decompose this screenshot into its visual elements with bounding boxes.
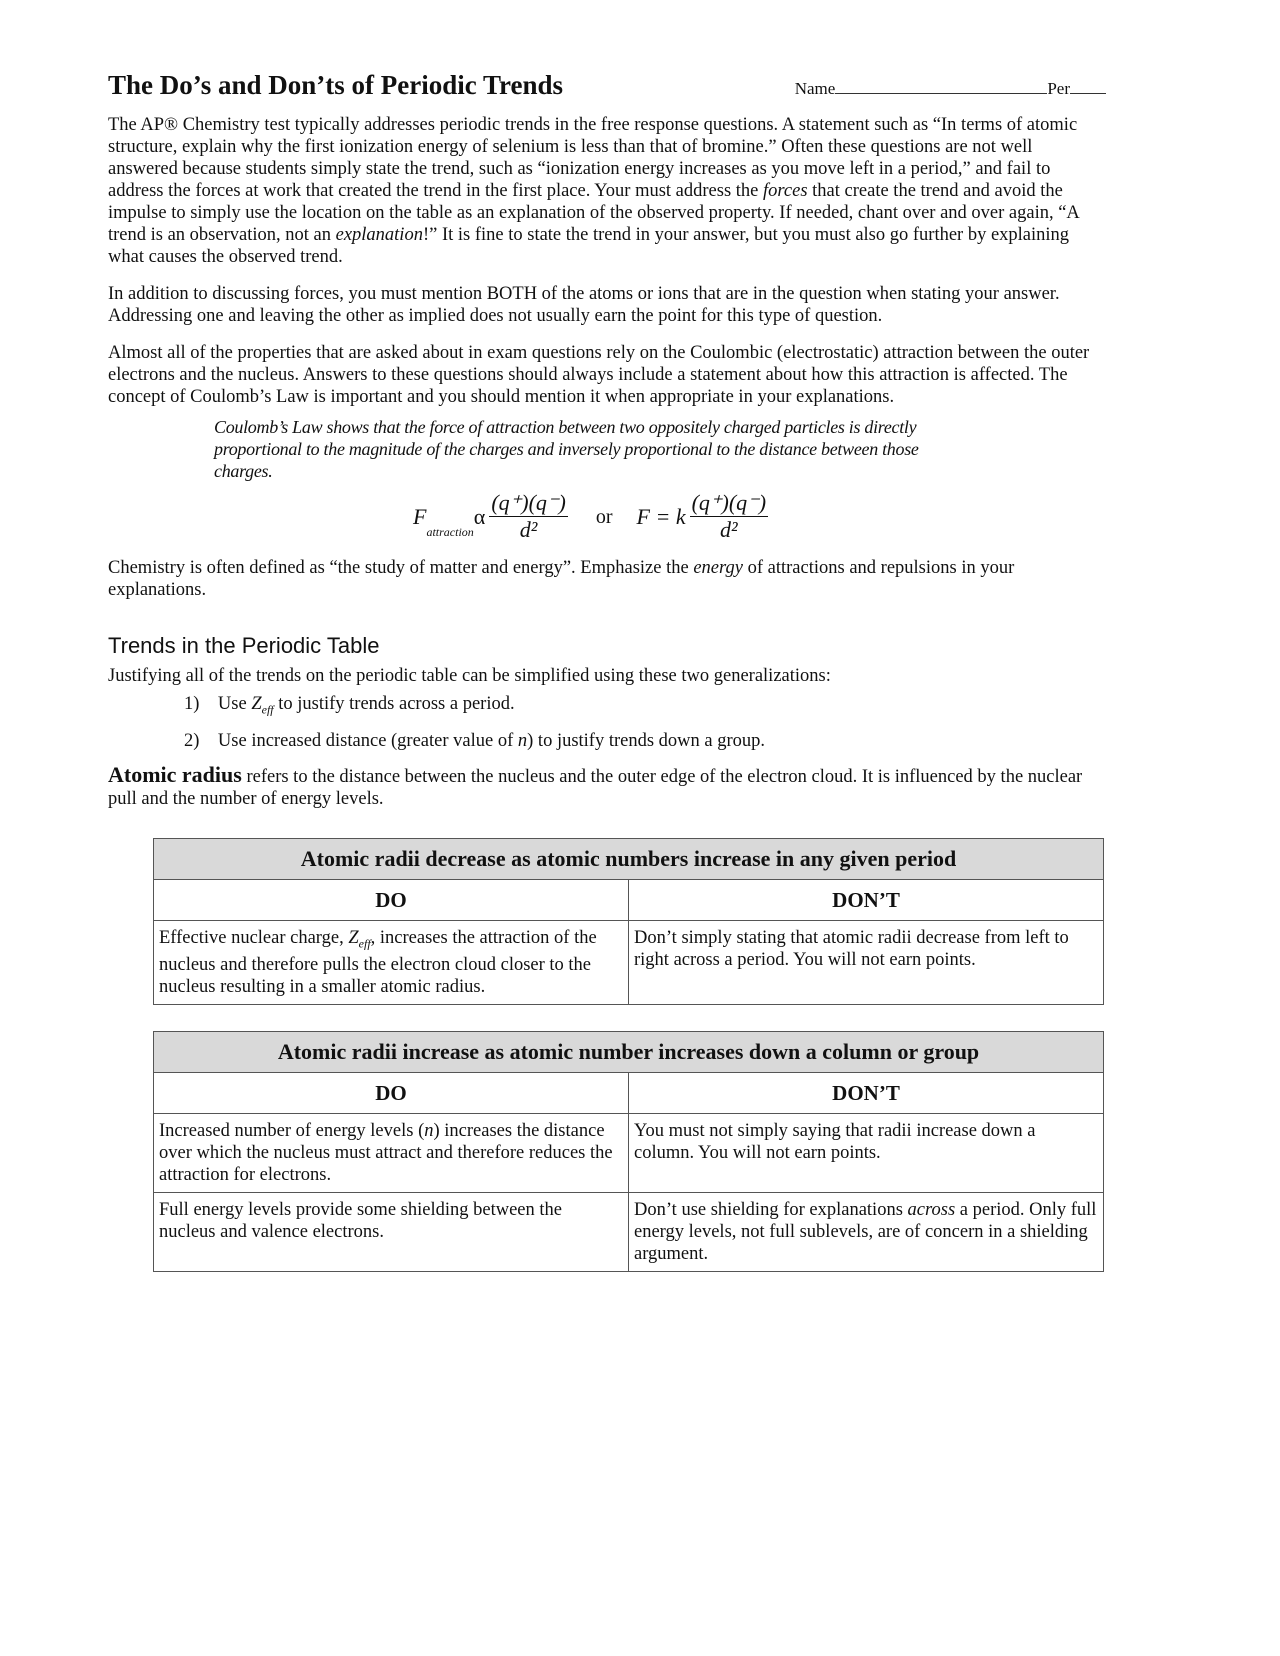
dos-donts-table-group xyxy=(153,1031,1104,1272)
table-row xyxy=(154,920,1104,1005)
intro-paragraph-2: In addition to discussing forces, you must mention BOTH of the atoms or ions that are in the question when stating your answer. Addressing one and leaving the other as implied does not usually earn the point for this type of question. xyxy=(108,284,1060,326)
coulomb-quote: Coulomb’s Law shows that the force of attraction between two oppositely charged particles is directly proportional to the magnitude of the charges and inversely proportional to the distance between those charges. xyxy=(214,417,919,481)
denominator: d² xyxy=(519,517,538,542)
list-item xyxy=(178,730,1106,752)
text: The AP® Chemistry test typically addresses periodic trends in the free response questions. A statement such as “In terms of atomic structure, explain why the first ionization energy of selenium is less than that of bromine.” Often these questions are not well answered because students simply state the trend, such as “ionization energy increases as you move left in a period,” and fail to address the forces at work that created the trend in the first place. Your must address the xyxy=(108,115,1078,201)
per-label: Per xyxy=(1047,79,1070,98)
do-header: DO xyxy=(154,879,629,920)
list-number: 1) xyxy=(184,694,200,714)
do-cell xyxy=(154,1193,629,1272)
table-row xyxy=(154,1193,1104,1272)
text: Don’t simply stating that atomic radii decrease from left to right across a period. You will not earn points. xyxy=(634,927,1069,970)
formula-alpha: α xyxy=(473,503,486,529)
dont-header: DON’T xyxy=(629,1073,1104,1114)
table-title: Atomic radii increase as atomic number increases down a column or group xyxy=(154,1032,1104,1073)
emphasis: forces xyxy=(763,181,808,201)
text: ) to justify trends down a group. xyxy=(527,730,766,751)
emphasis: explanation xyxy=(335,225,423,245)
text: ) increases the distance over which the nucleus must attract and therefore reduces the attraction for electrons. xyxy=(159,1121,613,1186)
zeff: $Z_{eff}$ xyxy=(251,694,274,717)
text: Use xyxy=(217,694,252,714)
coulomb-formula xyxy=(413,490,1106,543)
text: of attractions and repulsions in your explanations. xyxy=(108,558,1015,600)
text: refers to the distance between the nucleus and the outer edge of the electron cloud. It is influenced by the nuclear pull and the number of energy levels. xyxy=(108,766,1083,809)
emphasis: across xyxy=(907,1200,956,1221)
numerator: (q⁺)(q⁻) xyxy=(491,490,566,515)
do-cell xyxy=(154,920,629,1005)
intro-paragraph-1 xyxy=(108,114,1106,268)
dont-cell xyxy=(629,1193,1104,1272)
n-symbol: n xyxy=(517,730,528,751)
n-symbol: n xyxy=(424,1121,434,1142)
text: Full energy levels provide some shielding between the nucleus and valence electrons. xyxy=(159,1200,562,1243)
denominator: d² xyxy=(720,517,738,542)
table-row xyxy=(154,1114,1104,1193)
text: to justify trends across a period. xyxy=(273,694,515,714)
name-blank[interactable] xyxy=(835,79,1047,94)
fraction xyxy=(489,490,568,543)
intro-paragraph-4 xyxy=(108,557,1106,601)
do-header: DO xyxy=(154,1073,629,1114)
dont-cell xyxy=(629,920,1104,1005)
dont-header: DON’T xyxy=(629,879,1104,920)
text: !” It is fine to state the trend in your answer, but you must also go further by explaining what causes the observed trend. xyxy=(108,225,1070,267)
dos-donts-table-period xyxy=(153,838,1104,1006)
text: Effective nuclear charge, xyxy=(159,927,349,948)
formula-subscript: attraction xyxy=(426,525,474,539)
name-per-field xyxy=(795,78,1106,100)
text: Chemistry is often defined as “the study of matter and energy”. Emphasize the xyxy=(108,558,694,578)
atomic-radius-paragraph xyxy=(108,761,1106,810)
formula-f-equals-k: F = k xyxy=(636,503,686,529)
text: , increases the attraction of the nucleus and therefore pulls the electron cloud closer to the nucleus resulting in a smaller atomic radius. xyxy=(159,927,597,998)
formula-or: or xyxy=(595,505,613,528)
list-item xyxy=(178,693,1106,721)
trends-lead: Justifying all of the trends on the periodic table can be simplified using these two generalizations: xyxy=(108,666,831,686)
text: Increased number of energy levels ( xyxy=(159,1121,425,1142)
per-blank[interactable] xyxy=(1070,79,1106,94)
dont-cell xyxy=(629,1114,1104,1193)
name-label: Name xyxy=(794,79,836,98)
zeff: $Z_{eff}$ xyxy=(348,927,371,951)
fraction xyxy=(690,490,769,543)
text: that create the trend and avoid the impulse to simply use the location on the table as an explanation of the observed property. If needed, chant over and over again, “A trend is an observation, not an xyxy=(108,181,1079,245)
text: You must not simply saying that radii increase down a column. You will not earn points. xyxy=(634,1121,1036,1164)
section-heading: Trends in the Periodic Table xyxy=(108,633,380,658)
text: Use increased distance (greater value of xyxy=(217,730,518,751)
numerator: (q⁺)(q⁻) xyxy=(691,490,767,515)
text: a period. Only full energy levels, not full sublevels, are of concern in a shielding argument. xyxy=(634,1200,1097,1265)
list-number: 2) xyxy=(184,730,200,751)
page-title: The Do’s and Don’ts of Periodic Trends xyxy=(108,70,564,100)
text: Don’t use shielding for explanations xyxy=(634,1200,908,1221)
table-title: Atomic radii decrease as atomic numbers increase in any given period xyxy=(154,838,1104,879)
do-cell xyxy=(154,1114,629,1193)
emphasis: energy xyxy=(693,558,743,578)
formula-f: F xyxy=(413,503,427,529)
intro-paragraph-3: Almost all of the properties that are asked about in exam questions rely on the Coulombic (electrostatic) attraction between the outer electrons and the nucleus. Answers to these questions should always include a statement about how this attraction is affected. The concept of Coulomb’s Law is important and you should mention it when appropriate in your explanations. xyxy=(108,343,1090,407)
atomic-radius-term: Atomic radius xyxy=(108,761,242,787)
